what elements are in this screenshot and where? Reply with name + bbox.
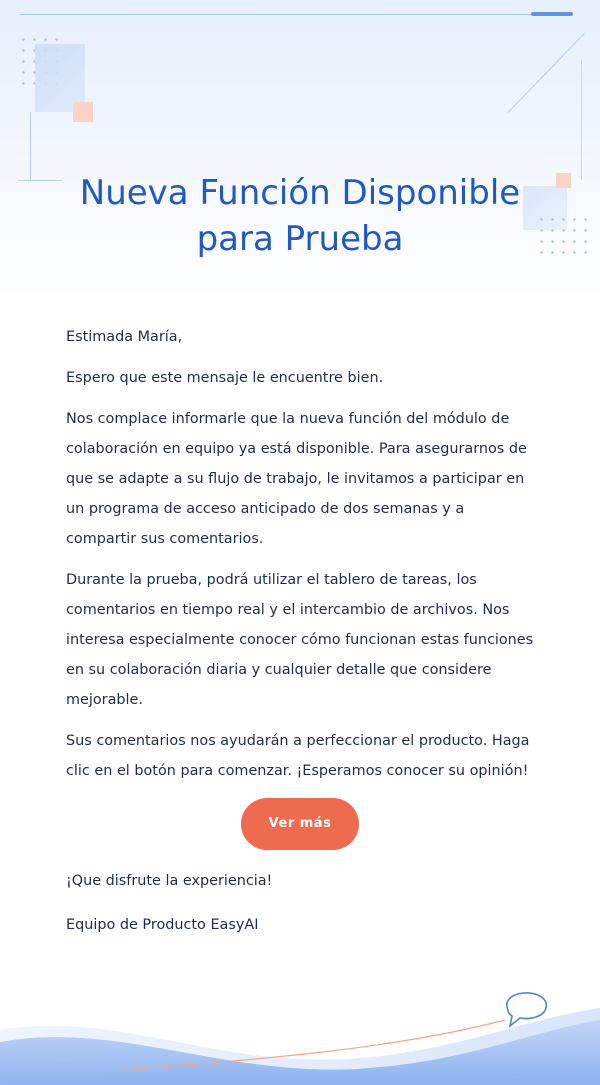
email-body (66, 322, 536, 797)
sign-off: ¡Que disfrute la experiencia! (66, 873, 273, 889)
signature: Equipo de Producto EasyAI (66, 917, 259, 933)
decor-line (508, 33, 585, 113)
footer-wave (0, 980, 600, 1085)
body-paragraph: Sus comentarios nos ayudarán a perfeccionar el producto. Haga clic en el botón para comenzar. ¡Esperamos conocer su opinión! (66, 733, 530, 779)
ver-mas-button[interactable]: Ver más (241, 798, 359, 850)
decor-line (581, 60, 582, 180)
decor-square (73, 102, 93, 122)
body-paragraph: Espero que este mensaje le encuentre bien. (66, 370, 384, 386)
title-line: para Prueba (196, 219, 404, 259)
body-paragraph: Nos complace informarle que la nueva función del módulo de colaboración en equipo ya está disponible. Para asegurarnos de que se adapte a su flujo de trabajo, le invitamos a participar en un programa de acceso anticipado de dos semanas y a compartir sus comentarios. (66, 411, 527, 547)
page-title (40, 170, 560, 262)
decor-top-line (20, 14, 572, 15)
decor-line (30, 112, 31, 182)
cta-container (0, 798, 600, 850)
body-paragraph: Durante la prueba, podrá utilizar el tablero de tareas, los comentarios en tiempo real y el intercambio de archivos. Nos interesa especialmente conocer cómo funcionan estas funciones en su colaboración diaria y cualquier detalle que considere mejorable. (66, 572, 534, 708)
decor-top-bar (531, 12, 573, 16)
email-closing (66, 866, 536, 954)
title-line: Nueva Función Disponible (79, 173, 521, 213)
greeting: Estimada María, (66, 329, 183, 345)
